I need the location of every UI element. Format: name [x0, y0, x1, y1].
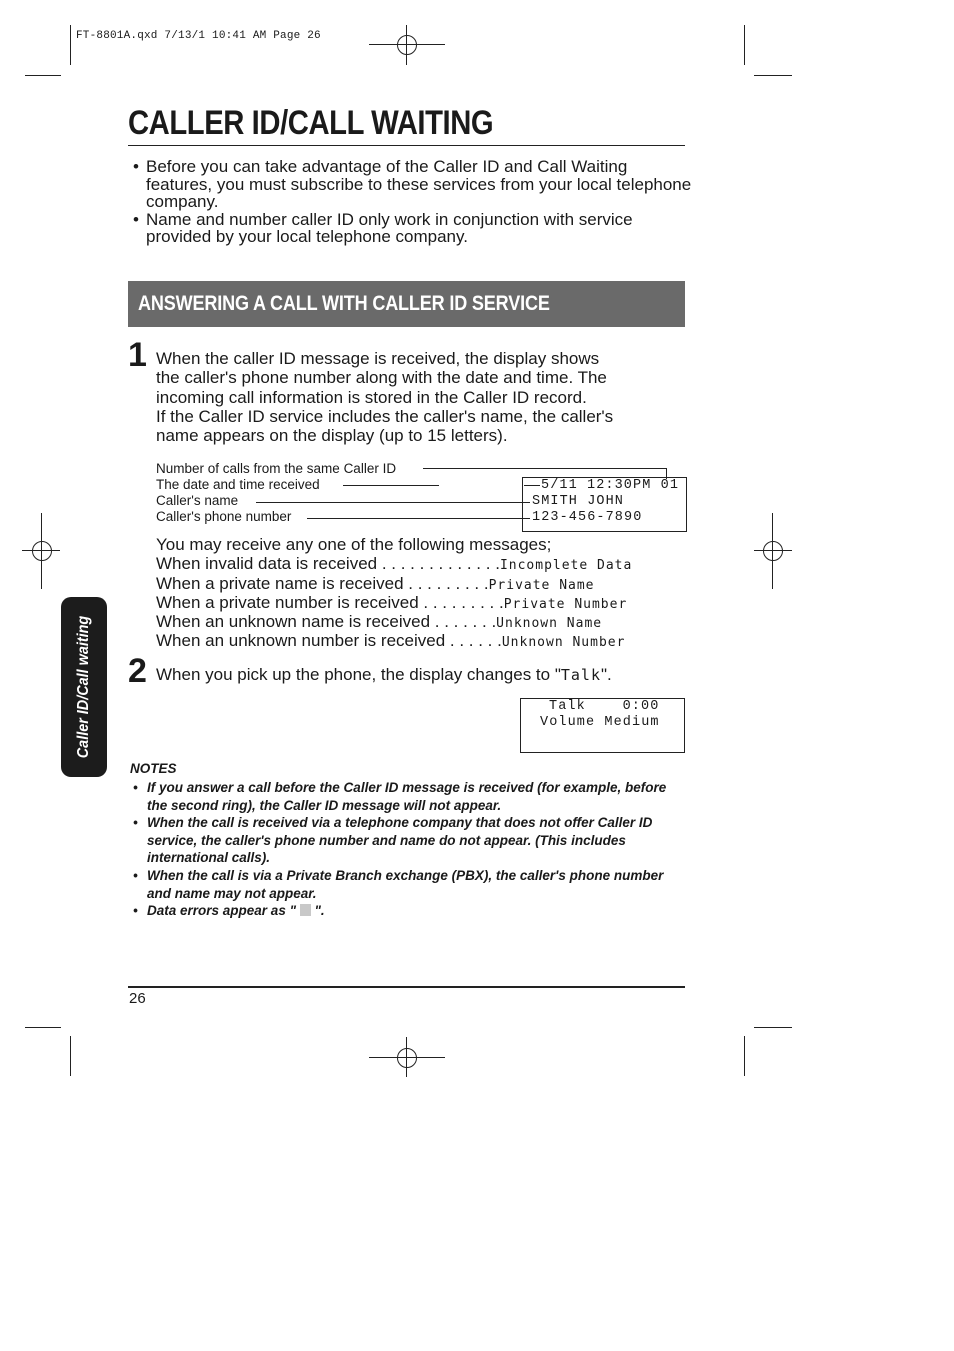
- side-tab-label: Caller ID/Call waiting: [75, 615, 92, 759]
- step-number-1: 1: [128, 336, 147, 374]
- lcd-line-name: SMITH JOHN: [532, 494, 625, 509]
- messages-intro: You may receive any one of the following messages;: [156, 535, 552, 554]
- message-row: When invalid data is received . . . . . . . . . . . . .Incomplete Data: [156, 554, 633, 573]
- section-title: ANSWERING A CALL WITH CALLER ID SERVICE: [138, 292, 550, 315]
- note-item: • When the call is received via a telephone company that does not offer Caller ID service, the caller's phone number and name do not appear. (This includes international calls).: [133, 815, 653, 866]
- message-row: When an unknown name is received . . . . . . .Unknown Name: [156, 612, 603, 631]
- notes-heading: NOTES: [130, 761, 177, 776]
- title-rule: [128, 145, 685, 146]
- leader-line: [343, 485, 439, 486]
- step-1-text: When the caller ID message is received, the display shows the caller's phone number along with the date and time. The incoming call information is stored in the Caller ID record. If the Caller ID service includes the caller's name, the caller's name appears on the display (up to 15 letters).: [156, 349, 614, 446]
- talk-lcd-line-1: Talk 0:00: [549, 699, 660, 714]
- footer-rule: [128, 986, 685, 988]
- note-item: • Data errors appear as " ".: [133, 903, 325, 919]
- note-item: • If you answer a call before the Caller ID message is received (for example, before the second ring), the Caller ID message will not appear.: [133, 780, 667, 813]
- message-row: When a private number is received . . . . . . . . .Private Number: [156, 593, 628, 612]
- message-row: When a private name is received . . . . . . . . .Private Name: [156, 574, 595, 593]
- leader-line: [307, 518, 530, 519]
- intro-bullet: • Name and number caller ID only work in conjunction with service provided by your local telephone company.: [133, 209, 633, 246]
- step-2-text: When you pick up the phone, the display changes to "Talk".: [156, 665, 612, 684]
- label-caller-name: Caller's name: [156, 493, 239, 508]
- talk-lcd-line-2: Volume Medium: [540, 715, 660, 730]
- message-row: When an unknown number is received . . . . . .Unknown Number: [156, 631, 626, 650]
- leader-line: [423, 468, 667, 469]
- section-header: [128, 281, 685, 327]
- label-date-time: The date and time received: [156, 477, 320, 492]
- print-header: FT-8801A.qxd 7/13/1 10:41 AM Page 26: [76, 30, 321, 42]
- page-number: 26: [129, 990, 146, 1007]
- side-tab: [61, 597, 107, 777]
- label-phone-number: Caller's phone number: [156, 509, 292, 524]
- intro-bullets: [133, 158, 693, 246]
- label-call-count: Number of calls from the same Caller ID: [156, 461, 397, 476]
- note-item: • When the call is via a Private Branch exchange (PBX), the caller's phone number and name may not appear.: [133, 867, 664, 901]
- lcd-line-number: 123-456-7890: [532, 510, 643, 525]
- intro-bullet: • Before you can take advantage of the Caller ID and Call Waiting features, you must subscribe to these services from your local telephone company.: [133, 157, 692, 211]
- lcd-line-date: 5/11 12:30PM 01: [541, 478, 680, 493]
- leader-line: [256, 502, 530, 503]
- error-box-icon: [300, 904, 311, 916]
- notes-list: [133, 779, 688, 920]
- step-number-2: 2: [128, 652, 147, 690]
- page-title: CALLER ID/CALL WAITING: [128, 104, 494, 142]
